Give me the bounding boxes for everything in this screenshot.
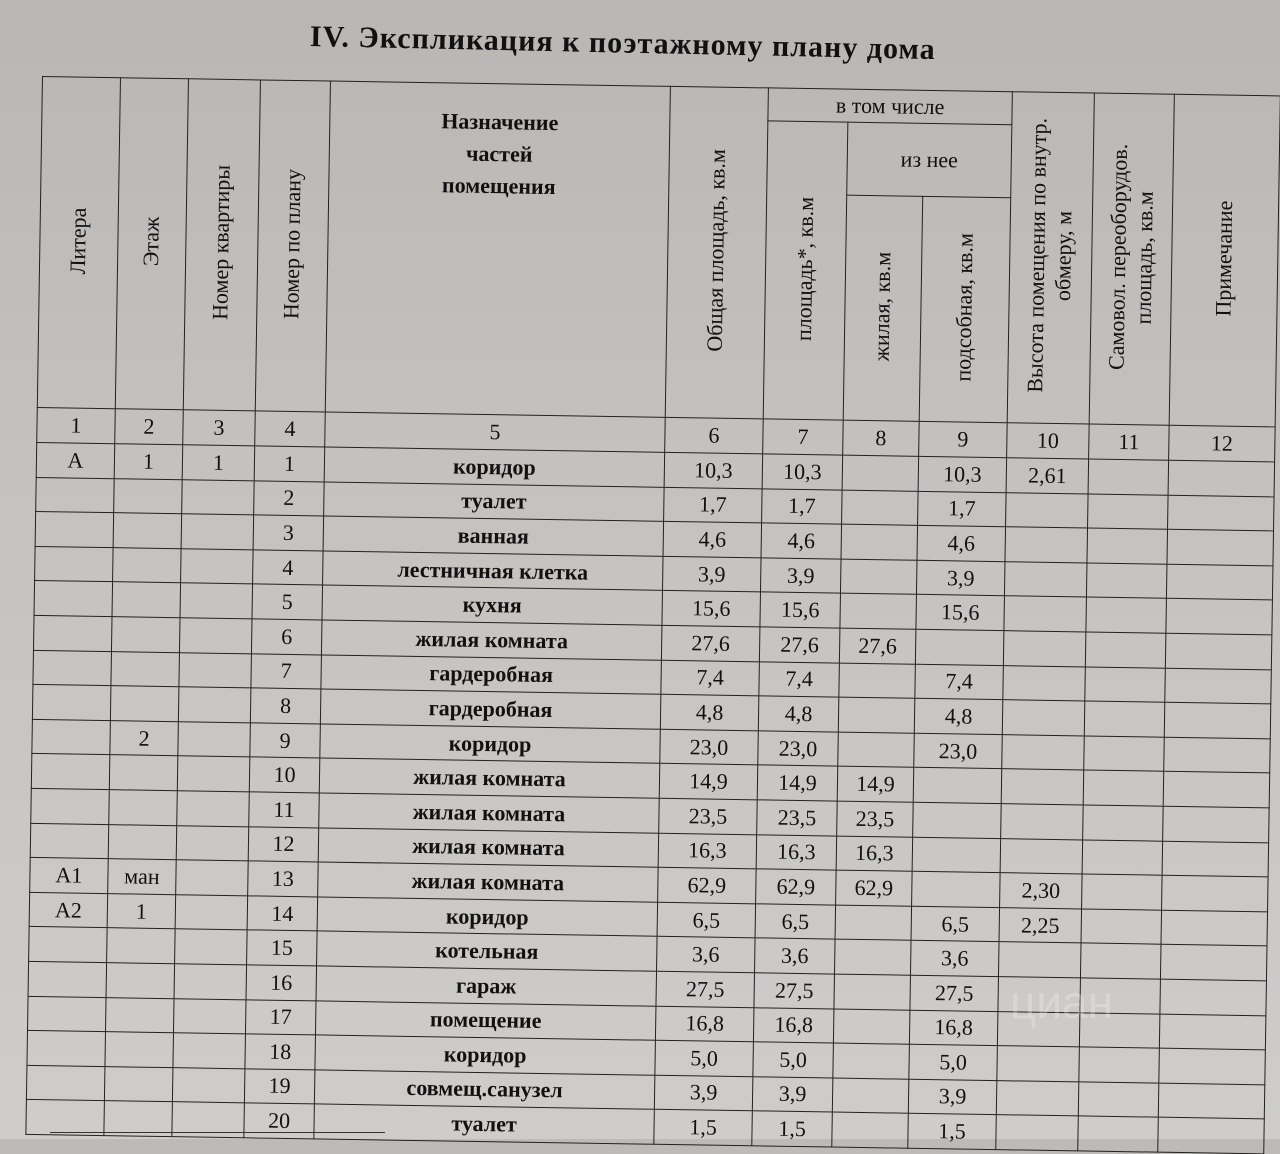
cell-etazh bbox=[104, 1066, 173, 1102]
header-etazh: Этаж bbox=[115, 78, 188, 410]
cell-nomer: 4 bbox=[253, 550, 324, 586]
cell-nomer: 20 bbox=[244, 1103, 315, 1139]
cell-samovol bbox=[1081, 909, 1162, 945]
cell-ploshad: 6,5 bbox=[755, 904, 836, 940]
cell-etazh bbox=[106, 963, 175, 999]
cell-etazh: 1 bbox=[114, 444, 183, 480]
cell-naznachenie: лестничная клетка bbox=[323, 551, 664, 591]
cell-nomer: 17 bbox=[245, 999, 316, 1035]
cell-litera bbox=[31, 754, 110, 790]
cell-ploshad: 23,0 bbox=[758, 731, 839, 767]
cell-kvartira bbox=[173, 998, 246, 1034]
cell-litera bbox=[28, 961, 107, 997]
cell-kvartira bbox=[172, 1067, 245, 1103]
cell-primechanie bbox=[1164, 737, 1271, 773]
cell-samovol bbox=[1082, 839, 1163, 875]
cell-ploshad: 14,9 bbox=[757, 765, 838, 801]
cell-podsobnaya: 3,9 bbox=[908, 1079, 997, 1115]
cell-etazh: ман bbox=[108, 859, 177, 895]
cell-obshaya: 10,3 bbox=[664, 452, 763, 488]
header-vysota: Высота помещения по внутр. обмеру, м bbox=[1007, 92, 1094, 424]
cell-vysota bbox=[1001, 804, 1084, 840]
cell-kvartira bbox=[182, 479, 255, 515]
cell-kvartira bbox=[181, 514, 254, 550]
cell-vysota bbox=[1003, 665, 1086, 701]
column-number-cell: 7 bbox=[763, 419, 844, 455]
cell-ploshad: 10,3 bbox=[762, 454, 843, 490]
cell-litera bbox=[28, 996, 107, 1032]
cell-etazh bbox=[109, 755, 178, 791]
cell-kvartira bbox=[176, 825, 249, 861]
cell-obshaya: 6,5 bbox=[657, 902, 756, 938]
cell-naznachenie: туалет bbox=[314, 1104, 655, 1144]
cell-vysota bbox=[1000, 838, 1083, 874]
cell-vysota bbox=[998, 942, 1081, 978]
cell-nomer: 7 bbox=[251, 653, 322, 689]
header-primechanie: Примечание bbox=[1169, 94, 1280, 427]
column-number-cell: 4 bbox=[255, 411, 326, 447]
cell-samovol bbox=[1082, 874, 1163, 910]
header-v-tom-chisle: в том числе bbox=[768, 88, 1013, 125]
cell-etazh bbox=[114, 478, 183, 514]
cell-vysota bbox=[1004, 596, 1087, 632]
cell-podsobnaya: 10,3 bbox=[918, 456, 1007, 492]
cell-zhilaya: 16,3 bbox=[836, 836, 913, 872]
bottom-rule bbox=[50, 1132, 385, 1133]
cell-samovol bbox=[1088, 459, 1169, 495]
cell-ploshad: 16,8 bbox=[753, 1007, 834, 1043]
cell-podsobnaya bbox=[912, 871, 1001, 907]
cell-litera bbox=[32, 685, 111, 721]
cell-nomer: 18 bbox=[245, 1034, 316, 1070]
cell-naznachenie: жилая комната bbox=[318, 827, 659, 867]
cell-naznachenie: гараж bbox=[316, 966, 657, 1006]
cell-litera: А2 bbox=[29, 892, 108, 928]
cell-ploshad: 3,9 bbox=[760, 558, 841, 594]
cell-naznachenie: жилая комната bbox=[318, 862, 659, 902]
cell-primechanie bbox=[1165, 668, 1272, 704]
cell-kvartira bbox=[177, 791, 250, 827]
cell-podsobnaya: 5,0 bbox=[909, 1044, 998, 1080]
cell-samovol bbox=[1078, 1082, 1159, 1118]
cell-naznachenie: кухня bbox=[322, 585, 663, 625]
cell-obshaya: 62,9 bbox=[658, 867, 757, 903]
cell-litera: А bbox=[36, 442, 115, 478]
cell-naznachenie: коридор bbox=[317, 897, 658, 937]
column-number-cell: 1 bbox=[37, 407, 116, 443]
cell-nomer: 10 bbox=[249, 757, 320, 793]
cell-zhilaya bbox=[840, 593, 917, 629]
cell-podsobnaya: 23,0 bbox=[914, 733, 1003, 769]
cell-naznachenie: жилая комната bbox=[319, 793, 660, 833]
cell-podsobnaya bbox=[913, 802, 1002, 838]
cell-nomer: 3 bbox=[253, 515, 324, 551]
cell-podsobnaya: 4,6 bbox=[917, 525, 1006, 561]
cell-etazh bbox=[107, 928, 176, 964]
header-obshaya-ploshad: Общая площадь, кв.м bbox=[665, 86, 768, 418]
cell-ploshad: 62,9 bbox=[756, 869, 837, 905]
cell-primechanie bbox=[1165, 633, 1272, 669]
cell-primechanie bbox=[1166, 564, 1273, 600]
cell-kvartira bbox=[175, 894, 248, 930]
cell-naznachenie: туалет bbox=[324, 482, 665, 522]
cell-etazh bbox=[113, 513, 182, 549]
cell-zhilaya bbox=[840, 559, 917, 595]
cell-etazh bbox=[105, 997, 174, 1033]
cell-zhilaya bbox=[841, 524, 918, 560]
cell-vysota: 2,61 bbox=[1006, 458, 1089, 494]
cell-vysota: 2,25 bbox=[999, 907, 1082, 943]
cell-podsobnaya: 27,5 bbox=[910, 975, 999, 1011]
cell-nomer: 11 bbox=[249, 792, 320, 828]
header-podsobnaya: подсобная, кв.м bbox=[919, 196, 1011, 422]
cell-obshaya: 3,6 bbox=[657, 937, 756, 973]
header-ploshad: площадь*, кв.м bbox=[763, 121, 848, 420]
cell-naznachenie: коридор bbox=[315, 1035, 656, 1075]
cell-obshaya: 23,5 bbox=[659, 798, 758, 834]
cell-samovol bbox=[1086, 597, 1167, 633]
cell-litera bbox=[31, 788, 110, 824]
cell-nomer: 14 bbox=[247, 896, 318, 932]
cell-kvartira bbox=[174, 964, 247, 1000]
cell-vysota bbox=[1003, 631, 1086, 667]
cell-primechanie bbox=[1158, 1117, 1265, 1153]
cell-litera bbox=[26, 1100, 105, 1136]
cell-nomer: 8 bbox=[250, 688, 321, 724]
column-number-cell: 12 bbox=[1169, 425, 1276, 462]
cell-etazh bbox=[111, 617, 180, 653]
cell-obshaya: 27,5 bbox=[656, 971, 755, 1007]
cell-obshaya: 1,5 bbox=[654, 1110, 753, 1146]
page-title: IV. Экспликация к поэтажному плану дома bbox=[309, 20, 937, 67]
column-number-cell: 3 bbox=[183, 410, 256, 446]
cell-samovol bbox=[1088, 494, 1169, 530]
cell-ploshad: 1,7 bbox=[762, 488, 843, 524]
column-number-cell: 11 bbox=[1089, 424, 1170, 460]
cell-primechanie bbox=[1161, 910, 1268, 946]
cell-samovol bbox=[1087, 528, 1168, 564]
cell-ploshad: 1,5 bbox=[752, 1111, 833, 1147]
cell-litera bbox=[32, 719, 111, 755]
cell-litera bbox=[36, 477, 115, 513]
cell-podsobnaya: 1,5 bbox=[908, 1114, 997, 1150]
cell-samovol bbox=[1083, 770, 1164, 806]
cell-litera bbox=[33, 650, 112, 686]
cell-obshaya: 16,8 bbox=[655, 1006, 754, 1042]
cell-etazh bbox=[110, 686, 179, 722]
cell-podsobnaya: 3,9 bbox=[916, 560, 1005, 596]
cell-vysota bbox=[1002, 700, 1085, 736]
cell-vysota bbox=[1004, 561, 1087, 597]
cell-vysota bbox=[1002, 734, 1085, 770]
cell-podsobnaya: 3,6 bbox=[910, 941, 999, 977]
cell-naznachenie: жилая комната bbox=[319, 758, 660, 798]
cell-obshaya: 4,6 bbox=[663, 522, 762, 558]
cell-primechanie bbox=[1159, 1014, 1266, 1050]
cell-zhilaya bbox=[834, 939, 911, 975]
cell-zhilaya bbox=[842, 455, 919, 491]
cell-zhilaya bbox=[835, 905, 912, 941]
cell-podsobnaya bbox=[912, 837, 1001, 873]
cell-ploshad: 4,8 bbox=[758, 696, 839, 732]
cell-vysota bbox=[996, 1115, 1079, 1151]
column-number-cell: 10 bbox=[1007, 423, 1090, 459]
cell-obshaya: 4,8 bbox=[660, 694, 759, 730]
cell-zhilaya bbox=[839, 663, 916, 699]
cell-nomer: 12 bbox=[248, 826, 319, 862]
cell-naznachenie: котельная bbox=[317, 931, 658, 971]
cell-zhilaya bbox=[838, 697, 915, 733]
cell-naznachenie: ванная bbox=[323, 516, 664, 556]
cell-litera bbox=[29, 927, 108, 963]
cell-podsobnaya: 1,7 bbox=[918, 491, 1007, 527]
cell-zhilaya bbox=[834, 974, 911, 1010]
cell-zhilaya bbox=[832, 1078, 909, 1114]
cell-ploshad: 27,5 bbox=[754, 973, 835, 1009]
cell-nomer: 1 bbox=[254, 446, 325, 482]
cell-naznachenie: коридор bbox=[320, 724, 661, 764]
cell-samovol bbox=[1080, 943, 1161, 979]
cell-nomer: 15 bbox=[247, 930, 318, 966]
cell-obshaya: 27,6 bbox=[661, 625, 760, 661]
cell-samovol bbox=[1086, 563, 1167, 599]
cell-naznachenie: гардеробная bbox=[320, 689, 661, 729]
cell-litera bbox=[33, 615, 112, 651]
cell-etazh: 1 bbox=[107, 893, 176, 929]
cell-obshaya: 7,4 bbox=[661, 660, 760, 696]
cell-primechanie bbox=[1167, 529, 1274, 565]
cell-kvartira bbox=[179, 618, 252, 654]
cell-obshaya: 3,9 bbox=[662, 556, 761, 592]
column-number-cell: 8 bbox=[843, 420, 920, 456]
cell-litera bbox=[27, 1030, 106, 1066]
header-nomer-po-planu: Номер по плану bbox=[255, 80, 330, 412]
column-number-cell: 6 bbox=[665, 417, 764, 454]
cell-podsobnaya bbox=[915, 629, 1004, 665]
cell-podsobnaya: 16,8 bbox=[909, 1010, 998, 1046]
cell-obshaya: 5,0 bbox=[655, 1040, 754, 1076]
cell-etazh bbox=[108, 824, 177, 860]
cell-samovol bbox=[1084, 701, 1165, 737]
cell-kvartira bbox=[178, 721, 251, 757]
cell-kvartira: 1 bbox=[182, 445, 255, 481]
cell-ploshad: 7,4 bbox=[759, 661, 840, 697]
header-iz-nee: из нее bbox=[847, 122, 1012, 198]
cell-zhilaya bbox=[832, 1112, 909, 1148]
cell-litera bbox=[26, 1065, 105, 1101]
cell-etazh bbox=[105, 1032, 174, 1068]
cell-ploshad: 16,3 bbox=[756, 834, 837, 870]
cell-podsobnaya: 7,4 bbox=[915, 664, 1004, 700]
cell-obshaya: 1,7 bbox=[664, 487, 763, 523]
cell-ploshad: 3,9 bbox=[752, 1076, 833, 1112]
cell-nomer: 5 bbox=[252, 584, 323, 620]
cell-obshaya: 15,6 bbox=[662, 591, 761, 627]
cell-vysota bbox=[1006, 492, 1089, 528]
cell-samovol bbox=[1083, 805, 1164, 841]
cell-kvartira bbox=[178, 687, 251, 723]
cell-podsobnaya bbox=[913, 768, 1002, 804]
cell-zhilaya: 23,5 bbox=[837, 801, 914, 837]
cell-zhilaya bbox=[833, 1043, 910, 1079]
cell-kvartira bbox=[176, 860, 249, 896]
cell-obshaya: 3,9 bbox=[654, 1075, 753, 1111]
cell-primechanie bbox=[1160, 944, 1267, 980]
cell-zhilaya: 14,9 bbox=[837, 766, 914, 802]
cell-etazh bbox=[113, 547, 182, 583]
cell-litera bbox=[30, 823, 109, 859]
cell-kvartira bbox=[180, 583, 253, 619]
cell-ploshad: 23,5 bbox=[757, 800, 838, 836]
cell-obshaya: 16,3 bbox=[658, 833, 757, 869]
cell-primechanie bbox=[1168, 495, 1275, 531]
header-naznachenie: Назначение частей помещения bbox=[325, 81, 670, 417]
cell-etazh: 2 bbox=[110, 720, 179, 756]
cell-primechanie bbox=[1168, 460, 1275, 496]
cell-ploshad: 3,6 bbox=[755, 938, 836, 974]
cell-primechanie bbox=[1158, 1083, 1265, 1119]
cell-kvartira bbox=[175, 929, 248, 965]
cell-ploshad: 4,6 bbox=[761, 523, 842, 559]
cell-vysota bbox=[997, 1046, 1080, 1082]
cell-primechanie bbox=[1164, 702, 1271, 738]
cell-vysota bbox=[996, 1080, 1079, 1116]
cell-podsobnaya: 4,8 bbox=[914, 698, 1003, 734]
cell-nomer: 13 bbox=[248, 861, 319, 897]
cell-primechanie bbox=[1163, 772, 1270, 808]
cell-obshaya: 23,0 bbox=[660, 729, 759, 765]
column-number-cell: 2 bbox=[115, 409, 184, 445]
cell-primechanie bbox=[1162, 875, 1269, 911]
cell-etazh bbox=[111, 651, 180, 687]
cell-nomer: 19 bbox=[244, 1068, 315, 1104]
cell-etazh bbox=[112, 582, 181, 618]
cell-litera bbox=[34, 581, 113, 617]
cell-nomer: 2 bbox=[254, 480, 325, 516]
header-zhilaya: жилая, кв.м bbox=[843, 195, 923, 421]
cell-ploshad: 5,0 bbox=[753, 1042, 834, 1078]
cell-litera bbox=[35, 546, 114, 582]
table-body bbox=[26, 442, 1275, 1153]
cell-vysota bbox=[1005, 527, 1088, 563]
cell-podsobnaya: 15,6 bbox=[916, 595, 1005, 631]
cell-samovol bbox=[1078, 1116, 1159, 1152]
cell-kvartira bbox=[179, 652, 252, 688]
cell-etazh bbox=[109, 790, 178, 826]
header-litera: Литера bbox=[37, 77, 120, 409]
cell-kvartira bbox=[177, 756, 250, 792]
column-number-cell: 9 bbox=[919, 421, 1008, 457]
cell-kvartira bbox=[181, 549, 254, 585]
cell-zhilaya bbox=[842, 490, 919, 526]
column-number-cell: 5 bbox=[325, 412, 666, 452]
cell-nomer: 9 bbox=[250, 723, 321, 759]
cell-samovol bbox=[1085, 632, 1166, 668]
cell-samovol bbox=[1079, 1047, 1160, 1083]
cell-ploshad: 27,6 bbox=[759, 627, 840, 663]
cell-samovol bbox=[1085, 667, 1166, 703]
cell-primechanie bbox=[1160, 979, 1267, 1015]
header-samovol: Самовол. переоборудов. площадь, кв.м bbox=[1089, 93, 1174, 425]
cell-podsobnaya: 6,5 bbox=[911, 906, 1000, 942]
watermark: циан bbox=[1010, 976, 1114, 1028]
cell-zhilaya: 27,6 bbox=[839, 628, 916, 664]
cell-zhilaya bbox=[838, 732, 915, 768]
cell-naznachenie: совмещ.санузел bbox=[314, 1070, 655, 1110]
cell-primechanie bbox=[1162, 841, 1269, 877]
cell-naznachenie: гардеробная bbox=[321, 655, 662, 695]
cell-primechanie bbox=[1166, 599, 1273, 635]
cell-nomer: 16 bbox=[246, 965, 317, 1001]
cell-nomer: 6 bbox=[251, 619, 322, 655]
header-nomer-kvartiry: Номер квартиры bbox=[183, 79, 260, 411]
cell-samovol bbox=[1084, 736, 1165, 772]
cell-litera: А1 bbox=[30, 858, 109, 894]
cell-vysota: 2,30 bbox=[1000, 873, 1083, 909]
cell-ploshad: 15,6 bbox=[760, 592, 841, 628]
cell-zhilaya: 62,9 bbox=[836, 870, 913, 906]
cell-kvartira bbox=[173, 1033, 246, 1069]
cell-primechanie bbox=[1159, 1048, 1266, 1084]
cell-naznachenie: помещение bbox=[315, 1000, 656, 1040]
cell-litera bbox=[35, 512, 114, 548]
cell-naznachenie: жилая комната bbox=[321, 620, 662, 660]
cell-zhilaya bbox=[833, 1009, 910, 1045]
cell-obshaya: 14,9 bbox=[659, 764, 758, 800]
cell-vysota bbox=[1001, 769, 1084, 805]
cell-primechanie bbox=[1163, 806, 1270, 842]
cell-naznachenie: коридор bbox=[324, 447, 665, 487]
